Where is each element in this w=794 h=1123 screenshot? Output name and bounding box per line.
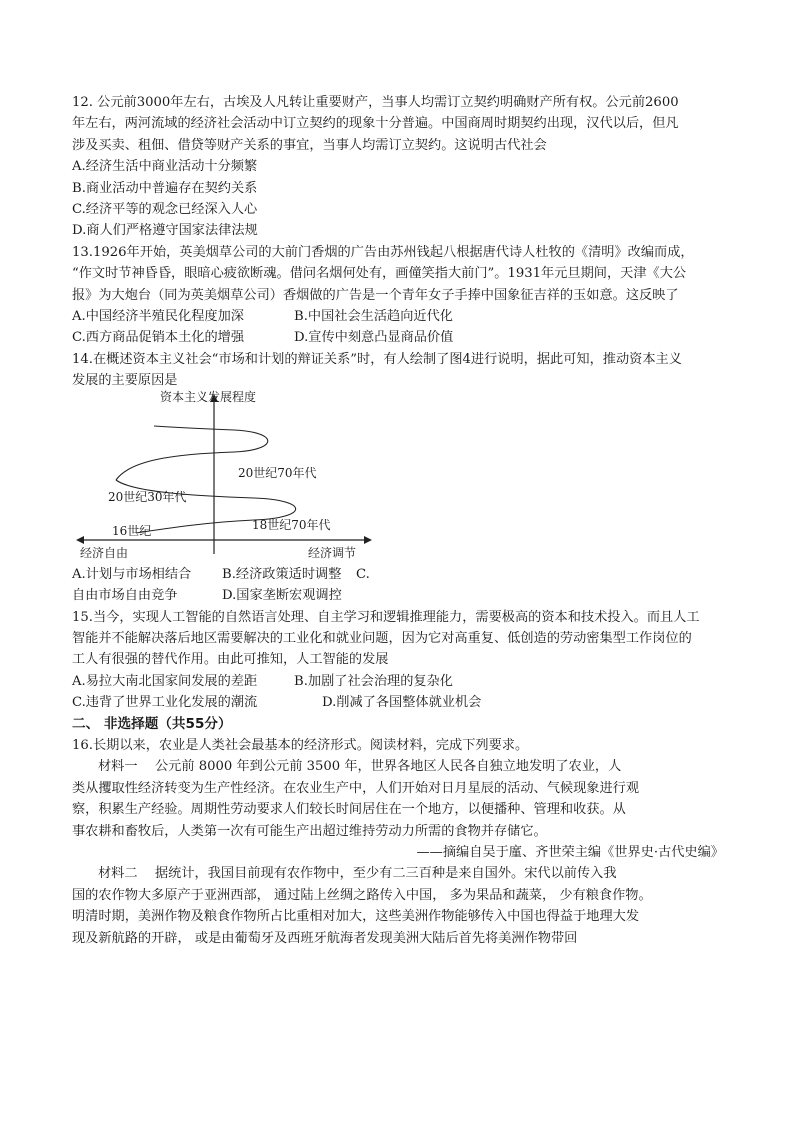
question-15 [72, 607, 724, 714]
figure-label-1930s-20c: 20世纪30年代 [108, 489, 187, 504]
q16-material-1-line: 事农耕和畜牧后，人类第一次有可能生产出超过维持劳动力所需的食物并存储它。 [72, 823, 547, 839]
q12-option-b: B.商业活动中普遍存在契约关系 [72, 180, 258, 196]
q16-intro: 16.长期以来，农业是人类社会最基本的经济形式。阅读材料，完成下列要求。 [72, 737, 529, 753]
q16-material-2-line: 明清时期，美洲作物及粮食作物所占比重相对加大，这些美洲作物能够传入中国也得益于地理大发 [72, 909, 640, 925]
q13-option-d: D.宣传中刻意凸显商品价值 [294, 330, 454, 346]
figure-4 [74, 389, 374, 564]
q14-options-row [72, 564, 724, 585]
q12-option-d: D.商人们严格遵守国家法律法规 [72, 223, 258, 239]
q12-stem-line: 涉及买卖、租佃、借贷等财产关系的事宜，当事人均需订立契约。这说明古代社会 [72, 137, 547, 153]
q13-option-c: C.西方商品促销本土化的增强 [72, 330, 245, 346]
q14-options-row [72, 585, 724, 606]
q14-stem-line: 14.在概述资本主义社会“市场和计划的辩证关系”时，有人绘制了图4进行说明，据此可知，推动资本主义 [72, 351, 682, 367]
q15-option-b: B.加剧了社会治理的复杂化 [294, 673, 453, 689]
question-13 [72, 242, 724, 349]
q16-material-2-line: 现及新航路的开辟， 或是由葡萄牙及西班牙航海者发现美洲大陆后首先将美洲作物带回 [72, 930, 578, 946]
q15-option-d: D.削减了各国整体就业机会 [322, 695, 482, 711]
q16-material-1-line: 察，积累生产经验。周期性劳动要求人们较长时间居住在一个地方，以便播种、管理和收获。从 [72, 802, 626, 818]
q15-option-a: A.易拉大南北国家间发展的差距 [72, 673, 258, 689]
q16-material-1-line: 类从攫取性经济转变为生产性经济。在农业生产中，人们开始对日月星辰的活动、气候现象进行观 [72, 780, 640, 796]
q12-option-a: A.经济生活中商业活动十分频繁 [72, 159, 258, 175]
q16-material-2-line: 材料二 据统计，我国目前现有农作物中，至少有二三百种是来自国外。宋代以前传入我 [98, 866, 617, 882]
q15-stem-line: 工人有很强的替代作用。由此可推知，人工智能的发展 [72, 652, 389, 668]
q14-option-c-prefix: C. [356, 566, 370, 582]
figure-label-1770s-18c: 18世纪70年代 [252, 517, 331, 532]
q13-stem-line: 13.1926年开始，英美烟草公司的大前门香烟的广告由苏州钱起八根据唐代诗人杜牧的《清明》改编而成， [72, 244, 694, 260]
q12-option-c: C.经济平等的观念已经深入人心 [72, 202, 258, 218]
q13-option-a: A.中国经济半殖民化程度加深 [72, 309, 244, 325]
question-16 [72, 735, 724, 949]
q12-stem-line: 12. 公元前3000年左右，古埃及人凡转让重要财产，当事人均需订立契约明确财产所有权。公元前2600 [72, 95, 679, 110]
q15-option-c: C.违背了世界工业化发展的潮流 [72, 695, 258, 711]
q13-stem-line: “作文时节神昏昏，眼暗心疲欲断魂。借问名烟何处有，画僮笑指大前门”。1931年元旦期间，天津《大公 [72, 266, 687, 282]
figure-4-drawing [74, 389, 374, 564]
q16-material-1-source: ——摘编自吴于廑、齐世荣主编《世界史·古代史编》 [416, 844, 724, 860]
q16-material-1-line: 材料一 公元前 8000 年到公元前 3500 年，世界各地区人民各自独立地发明了农业，人 [98, 759, 622, 775]
q13-option-b: B.中国社会生活趋向近代化 [294, 309, 453, 325]
q14-option-d: D.国家垄断宏观调控 [222, 588, 342, 604]
x-axis-left-arrow [76, 536, 84, 544]
figure-label-1970s-20c: 20世纪70年代 [238, 465, 317, 480]
q15-stem-line: 智能并不能解决落后地区需要解决的工业化和就业问题，因为它对高重复、低创造的劳动密集型工作岗位的 [72, 630, 692, 646]
q14-stem-line: 发展的主要原因是 [72, 373, 178, 389]
question-12 [72, 92, 724, 242]
question-14 [72, 349, 724, 607]
q15-stem-line: 15.当今，实现人工智能的自然语言处理、自主学习和逻辑推理能力，需要极高的资本和技术投入。而且人工 [72, 609, 700, 625]
x-axis-right-arrow [364, 536, 372, 544]
q13-options-row [72, 306, 724, 327]
figure-x-left-label: 经济自由 [80, 545, 129, 560]
q14-option-c: 自由市场自由竞争 [72, 588, 178, 604]
q14-option-a: A.计划与市场相结合 [72, 566, 192, 582]
q14-option-b: B.经济政策适时调整 [222, 566, 342, 582]
figure-x-right-label: 经济调节 [308, 545, 357, 560]
q13-stem-line: 报》为大炮台（同为英美烟草公司）香烟做的广告是一个青年女子手捧中国象征吉祥的玉如意。这反映了 [72, 287, 679, 303]
curve-1970s-top [154, 426, 234, 430]
q12-stem-line: 年左右，两河流域的经济社会活动中订立契约的现象十分普遍。中国商周时期契约出现，汉代以后，但凡 [72, 116, 679, 132]
q15-options-row [72, 671, 724, 692]
q13-options-row [72, 327, 724, 348]
figure-label-16c: 16世纪 [112, 523, 152, 538]
exam-page [72, 92, 724, 949]
section-2-title: 二、 非选择题（共55分） [72, 715, 232, 732]
q16-material-2-line: 国的农作物大多原产于亚洲西部， 通过陆上丝绸之路传入中国， 多为果品和蔬菜， 少有粮食作物。 [72, 887, 652, 903]
q15-options-row [72, 692, 724, 713]
figure-y-axis-label: 资本主义发展程度 [160, 389, 257, 404]
